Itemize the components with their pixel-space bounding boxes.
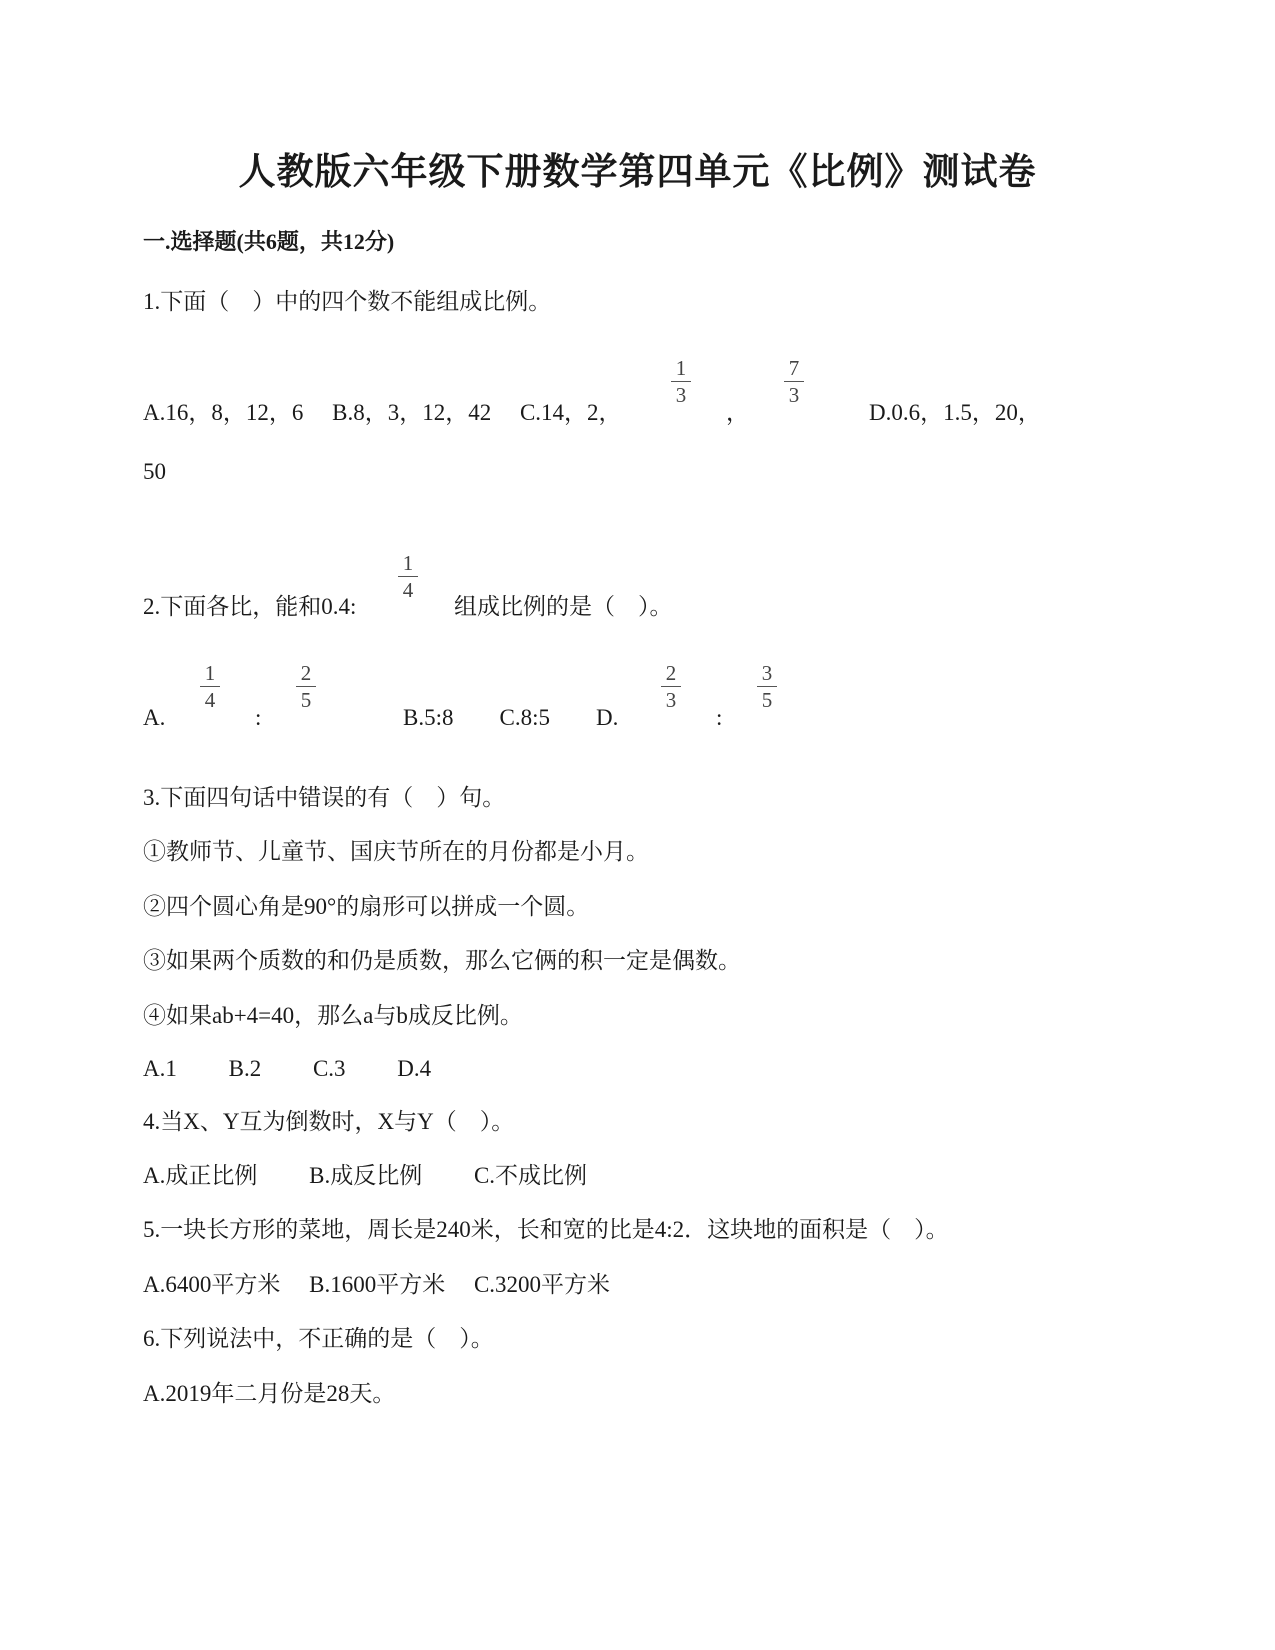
fraction-bar — [661, 686, 681, 687]
question-4-options: A.成正比例 B.成反比例 C.不成比例 — [143, 1163, 588, 1188]
question-6-stem: 6.下列说法中，不正确的是（ ）。 — [143, 1326, 494, 1351]
fraction-denominator: 3 — [788, 383, 800, 407]
question-4-stem: 4.当X、Y互为倒数时，X与Y（ ）。 — [143, 1109, 515, 1134]
fraction-one-quarter — [195, 662, 225, 711]
question-5-stem: 5.一块长方形的菜地，周长是240米，长和宽的比是4:2．这块地的面积是（ ）。 — [143, 1217, 949, 1242]
fraction-bar — [784, 381, 804, 382]
fraction-bar — [398, 576, 418, 577]
fraction-bar — [296, 686, 316, 687]
fraction-two-thirds — [656, 662, 686, 711]
fraction-numerator: 2 — [300, 661, 312, 685]
question-3-stem: 3.下面四句话中错误的有（ ）句。 — [143, 785, 506, 810]
fraction-numerator: 2 — [665, 661, 677, 685]
question-2-stem-end: 组成比例的是（ ）。 — [454, 594, 673, 619]
question-6-option-a: A.2019年二月份是28天。 — [143, 1381, 396, 1406]
question-2-stem: 2.下面各比，能和0.4: — [143, 594, 357, 619]
fraction-bar — [757, 686, 777, 687]
fraction-numerator: 3 — [761, 661, 773, 685]
fraction-denominator: 3 — [665, 688, 677, 712]
separator-comma: ， — [726, 400, 749, 425]
fraction-denominator: 3 — [675, 383, 687, 407]
fraction-three-fifths — [752, 662, 782, 711]
question-1-option-d-continued: 50 — [143, 459, 166, 484]
question-3-options: A.1 B.2 C.3 D.4 — [143, 1056, 432, 1081]
fraction-two-fifths — [291, 662, 321, 711]
section-heading: 一.选择题(共6题，共12分) — [143, 229, 395, 254]
fraction-denominator: 5 — [300, 688, 312, 712]
question-3-statement-3: ③如果两个质数的和仍是质数，那么它俩的积一定是偶数。 — [143, 948, 741, 973]
question-1-options: A.16，8，12，6 B.8，3，12，42 C.14，2， — [143, 400, 622, 425]
question-3-statement-4: ④如果ab+4=40，那么a与b成反比例。 — [143, 1003, 523, 1028]
fraction-bar — [671, 381, 691, 382]
fraction-bar — [200, 686, 220, 687]
page-title: 人教版六年级下册数学第四单元《比例》测试卷 — [238, 152, 1037, 193]
question-5-options: A.6400平方米 B.1600平方米 C.3200平方米 — [143, 1272, 611, 1297]
question-2-options-bcd: B.5:8 C.8:5 D. — [403, 705, 619, 730]
fraction-denominator: 4 — [402, 578, 414, 602]
fraction-one-quarter — [393, 552, 423, 601]
question-3-statement-2: ②四个圆心角是90°的扇形可以拼成一个圆。 — [143, 894, 590, 919]
fraction-numerator: 1 — [204, 661, 216, 685]
fraction-one-third — [666, 357, 696, 406]
ratio-colon: : — [255, 705, 262, 730]
question-2-option-a: A. — [143, 705, 166, 730]
fraction-numerator: 1 — [675, 356, 687, 380]
question-1-stem: 1.下面（ ）中的四个数不能组成比例。 — [143, 289, 552, 314]
fraction-denominator: 4 — [204, 688, 216, 712]
fraction-seven-thirds — [779, 357, 809, 406]
fraction-numerator: 1 — [402, 551, 414, 575]
fraction-denominator: 5 — [761, 688, 773, 712]
fraction-numerator: 7 — [788, 356, 800, 380]
question-3-statement-1: ①教师节、儿童节、国庆节所在的月份都是小月。 — [143, 839, 649, 864]
ratio-colon: : — [716, 705, 723, 730]
question-1-option-d: D.0.6，1.5，20， — [869, 400, 1041, 425]
